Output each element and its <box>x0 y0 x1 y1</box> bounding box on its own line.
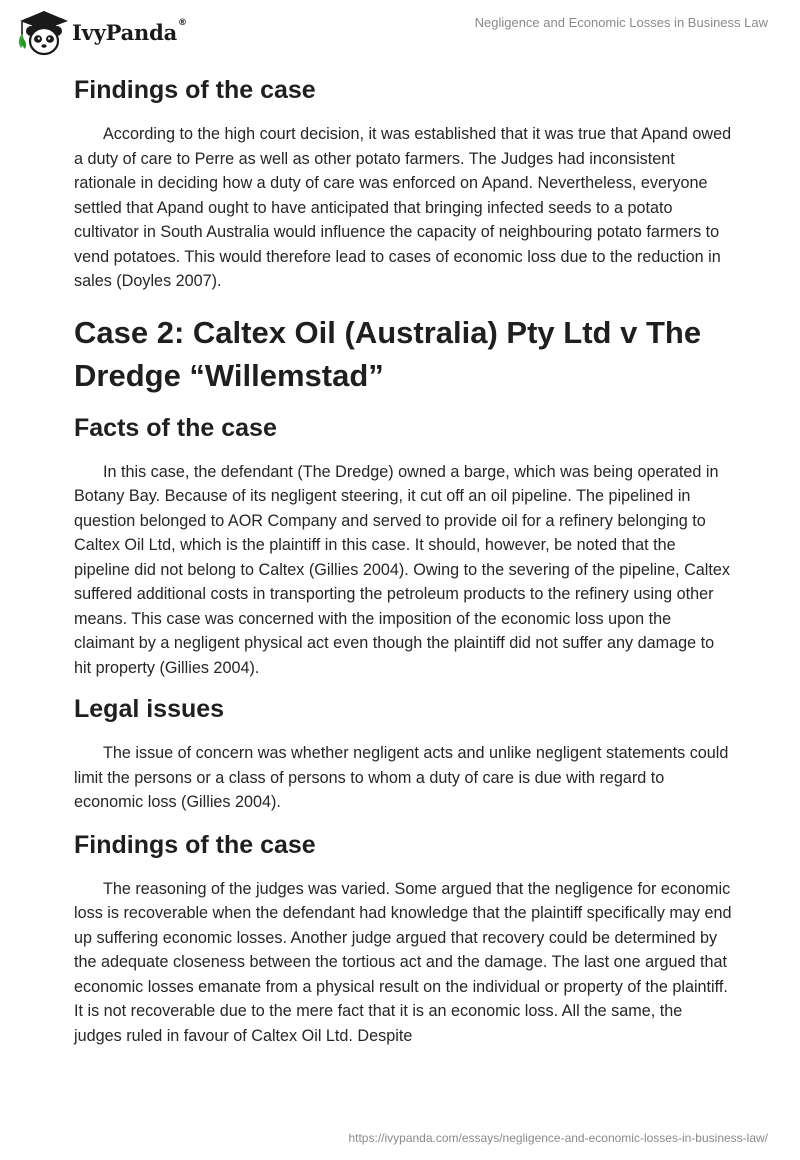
legal-issues-heading: Legal issues <box>74 695 225 724</box>
findings-paragraph: According to the high court decision, it was established that it was true that Apand owed a duty of care to Perre as well as other potato farmers. The Judges had inconsistent rationale in deciding how a duty of care was enforced on Apand. Nevertheless, everyone settled that Apand ought to have anticipated that bringing infected seeds to a potato cultivator in South Australia would influence the capacity of neighbouring potato farmers to vend potatoes. This would therefore lead to cases of economic loss due to the reduction in sales (Doyles 2007). <box>74 125 732 290</box>
brand-name: IvyPanda® <box>72 17 187 45</box>
legal-issues-paragraph: The issue of concern was whether negligent acts and unlike negligent statements could limit the persons or a class of persons to whom a duty of care is due with regard to economic loss (Gillies 2004). <box>74 744 729 812</box>
registered-mark: ® <box>178 17 187 28</box>
source-url[interactable]: https://ivypanda.com/essays/negligence-and-economic-losses-in-business-law/ <box>348 1131 768 1145</box>
facts-paragraph: In this case, the defendant (The Dredge) owned a barge, which was being operated in Botany Bay. Because of its negligent steering, it cut off an oil pipeline. The pipelined in question belonged to AOR Company and served to provide oil for a refinery belonging to Caltex Oil Ltd, which is the plaintiff in this case. It should, however, be noted that the pipeline did not belong to Caltex (Gillies 2004). Owing to the severing of the pipeline, Caltex suffered additional costs in transporting the petroleum products to the refinery using other means. This case was concerned with the imposition of the economic loss upon the claimant by a negligent physical act even though the plaintiff did not suffer any damage to hit property (Gillies 2004). <box>74 462 730 677</box>
findings-heading-2: Findings of the case <box>74 830 316 859</box>
essay-content <box>74 68 734 1048</box>
panda-graduation-cap-icon <box>14 8 68 56</box>
ivypanda-logo[interactable] <box>14 8 187 56</box>
findings-paragraph-2: The reasoning of the judges was varied. Some argued that the negligence for economic loss is recoverable when the defendant had knowledge that the plaintiff specifically may end up suffering economic losses. Another judge argued that recovery could be determined by the adequate closeness between the tortious act and the damage. The last one argued that economic losses emanate from a physical result on the individual or property of the plaintiff. It is not recoverable due to the mere fact that it is an economic loss. All the same, the judges ruled in favour of Caltex Oil Ltd. Despite <box>74 879 732 1045</box>
document-title: Negligence and Economic Losses in Business Law <box>474 15 768 30</box>
facts-heading: Facts of the case <box>74 413 277 442</box>
findings-heading: Findings of the case <box>74 76 316 104</box>
page-header <box>0 0 800 64</box>
case-2-title: Case 2: Caltex Oil (Australia) Pty Ltd v The Dredge “Willemstad” <box>74 314 702 394</box>
